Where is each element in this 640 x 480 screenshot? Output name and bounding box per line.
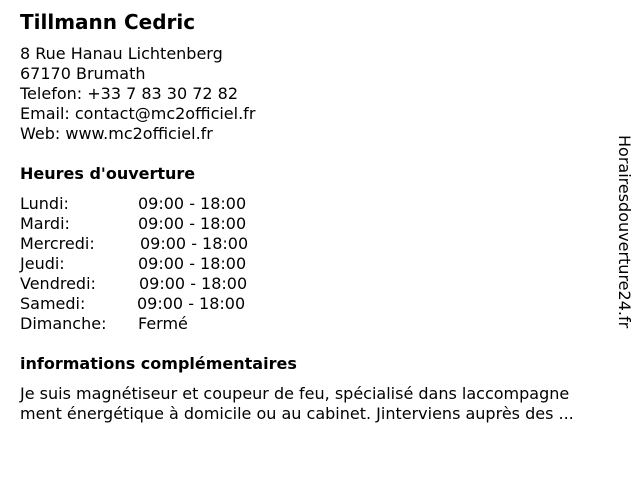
info-line: Je suis magnétiseur et coupeur de feu, spécialisé dans laccompagne [20,384,570,403]
info-line: ment énergétique à domicile ou au cabinet. Jinterviens auprès des ... [20,404,574,423]
contact-block [20,44,255,144]
address-street: 8 Rue Hanau Lichtenberg [20,44,223,63]
hours-time: 09:00 - 18:00 [137,294,246,313]
hours-time: Fermé [138,314,188,333]
hours-time: 09:00 - 18:00 [138,194,247,213]
email-line[interactable]: Email: contact@mc2officiel.fr [20,104,256,123]
hours-time: 09:00 - 18:00 [138,214,247,233]
hours-day: Dimanche: [20,314,107,333]
address-city: 67170 Brumath [20,64,146,83]
additional-info-text [20,384,625,424]
web-line[interactable]: Web: www.mc2officiel.fr [20,124,213,143]
business-name: Tillmann Cedric [20,10,196,34]
hours-time: 09:00 - 18:00 [140,234,249,253]
hours-day: Vendredi: [20,274,96,293]
hours-day: Mardi: [20,214,70,233]
opening-hours-heading: Heures d'ouverture [20,164,196,183]
hours-day: Jeudi: [20,254,65,273]
hours-time: 09:00 - 18:00 [138,254,247,273]
hours-day: Lundi: [20,194,69,213]
hours-day: Mercredi: [20,234,95,253]
hours-time: 09:00 - 18:00 [139,274,248,293]
phone-line: Telefon: +33 7 83 30 72 82 [20,84,239,103]
hours-day: Samedi: [20,294,86,313]
additional-info-heading: informations complémentaires [20,354,297,373]
site-brand-vertical: Horairesdouverture24.fr [615,135,634,329]
